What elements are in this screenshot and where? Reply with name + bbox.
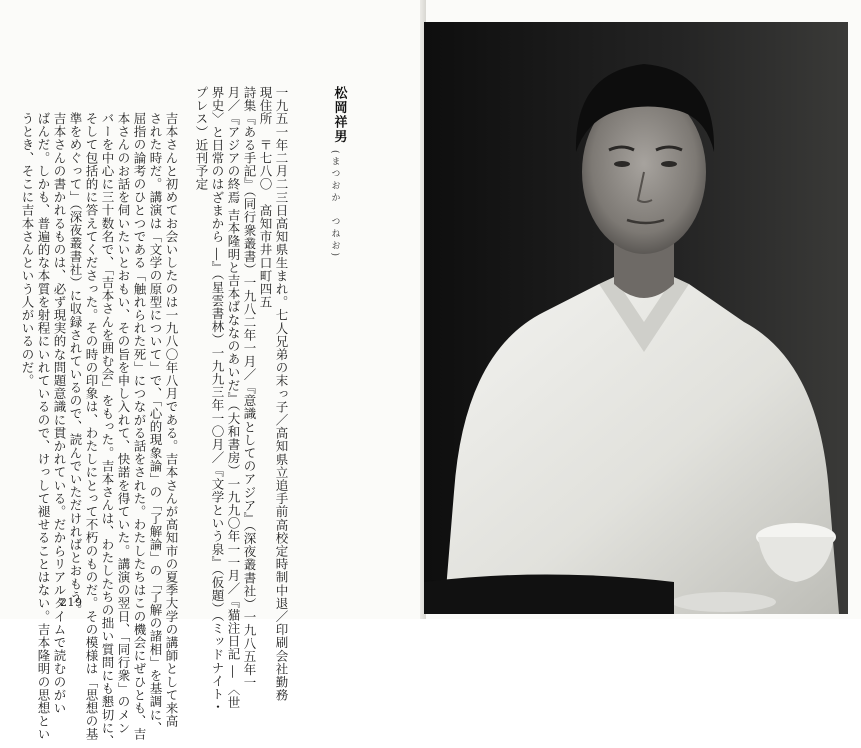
author-name-reading: (まつおか つねお) [329,150,340,260]
essay-line: 屈指の論考のひとつである「触れられた死」につながる話をされた。わたしたちはこの機会にぜひとも、吉 [132,112,147,741]
essay-line: 吉本さんの書かれるものは、必ず現実的な問題意識に貫かれている。だからリアルタイムで読むのがい [52,112,67,715]
bio-header [293,86,377,259]
essay-line: ばんだ。しかも、普遍的な本質を射程にいれているので、けっして褪せることはない。吉本隆明の思想とい [36,112,51,741]
page-number: 219 [60,596,83,609]
essay-line: うとき、そこに吉本さんという人がいるのだ。 [20,112,35,388]
bio-line: 界史〉と日常のはざまから ―』（星雲書林）一九九三年一〇月／『文学という泉』（仮題）（ミッドナイト・ [210,86,225,714]
bio-line: 現住所 〒七八〇 高知市井口町四五 [258,86,273,309]
essay-line: 吉本さんと初めてお会いしたのは一九八〇年八月である。吉本さんが高知市の夏季大学の講師として来高 [164,112,179,728]
essay-line: 準をめぐって」（深夜叢書社）に収録されているので、読んでいただければとおもう。 [68,112,83,617]
bio-line: プレス）近刊予定 [194,86,209,191]
bio-line: 一九五一年二月二三日高知県生まれ。七人兄弟の末っ子／高知県立追手前高校定時制中退／印刷会社勤務 [274,86,289,702]
essay-line: バーを中心に三十数名で、「吉本さんを囲む会」をもった。吉本さんは、わたしたちの拙い質問にも懇切に、 [100,112,115,748]
portrait-photo [424,22,848,614]
plate-shape [672,592,776,612]
left-page [0,0,423,748]
bio-line: 詩集『ある手記』（同行衆叢書）一九八二年一月／『意識としてのアジア』（深夜叢書社）一九八五年一 [242,86,257,690]
text-columns [19,86,377,748]
essay-line: された時だ。講演は「文学の原型について」で、「心的現象論」の「了解論」の「了解の諸相」を基調に、 [148,112,163,735]
essay-line: 本さんのお話を伺いたいとおもい、その旨を申し入れて、快諾を得ていた。講演の翌日、「同行衆」のメン [116,112,131,735]
table-shadow [424,575,674,615]
essay-line: そして包括的に答えてくださった。その時の印象は、わたしにとって不朽のものだ。その模様は「思想の基 [84,112,99,741]
author-name: 松岡祥男 [331,86,347,144]
bio-line: 月／『アジアの終焉 吉本隆明と吉本ばななのあいだ』（大和書房）一九九〇年一一月／『猫注日記 ― 〈世 [226,86,241,710]
eye-right [661,161,677,167]
eye-left [614,161,630,167]
portrait-illustration [424,22,848,614]
